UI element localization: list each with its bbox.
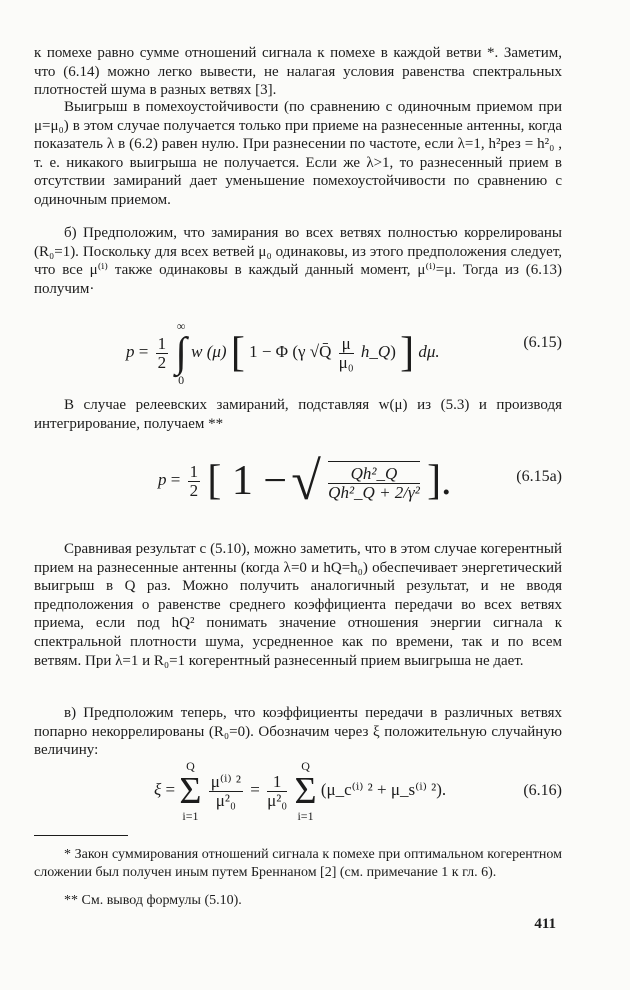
- eq-bracket-open: [: [230, 330, 245, 376]
- eq-one-minus: [ 1 −: [207, 458, 288, 504]
- eq-half-den: 2: [189, 480, 199, 500]
- integral-upper: ∞: [176, 319, 186, 333]
- sum2-lower: i=1: [297, 809, 314, 823]
- paragraph-correlated: б) Предположим, что замирания во всех ветвях полностью коррелированы (R₀=1). Поскольку для всех ветвей μ₀ одинаковы, из этого предположения следует, что все μ⁽ⁱ⁾ также одинаковы в каждый данный момент, μ⁽ⁱ⁾=μ. Тогда из (6.13) получим·: [34, 225, 562, 297]
- eq-gamma-root: (γ √Q̄: [292, 341, 332, 361]
- sum-lower: i=1: [182, 809, 199, 823]
- eq-frac-den: μ₀: [338, 352, 354, 372]
- frac1-den: μ²₀: [215, 790, 236, 810]
- frac2-den: μ²₀: [267, 790, 288, 810]
- eq-half-num: 1: [189, 461, 199, 481]
- paragraph-compare: Сравнивая результат с (5.10), можно заметить, что в этом случае когерентный прием на разнесенные антенны (когда λ=0 и hQ=h₀) обеспечивает энергетический выигрыш в Q раз. Можно получить аналогичный результат, и не вводя предположения о равенстве среднего коэффициента передачи во всех ветвях приема, если под hQ² понимать значение отношения энергии сигнала к спектральной плотности шума, усредненное как по времени, так и по всем ветвям. При λ=1 и R₀=1 когерентный разнесенный прием выигрыша не дает.: [34, 541, 562, 669]
- eq-dmu: dμ.: [418, 341, 440, 361]
- eq-lhs: p: [158, 469, 167, 489]
- paragraph-gain: Выигрыш в помехоустойчивости (по сравнению с одиночным приемом при μ=μ₀) в этом случае получается только при приеме на разнесенные антенны, когда показатель λ в (6.2) равен нулю. При разнесении по частоте, если λ=1, h²рез = h²₀ , т. е. никакого выигрыша не получается. Если же λ>1, то разнесенный прием в отсутствии замираний дает уменьшение помехоустойчивости по сравнению с одиночным приемом.: [34, 99, 562, 208]
- paragraph-continuation: к помехе равно сумме отношений сигнала к помехе в каждой ветви *. Заметим, что (6.14) можно легко вывести, не налагая условия равенства спектральных плотностей шума в разных ветвях [3].: [34, 45, 562, 99]
- eq-lhs: p: [126, 341, 135, 361]
- eq-close: ): [390, 341, 396, 361]
- equation-number: (6.16): [523, 782, 562, 799]
- eq-frac-num: μ: [339, 335, 354, 354]
- paragraph-rayleigh: В случае релеевских замираний, подставляя w(μ) из (5.3) и производя интегрирование, получаем **: [34, 397, 562, 432]
- root-num: Qh²_Q: [328, 465, 420, 484]
- integral-lower: 0: [178, 373, 185, 387]
- eq-lhs: ξ: [154, 779, 162, 799]
- footnote-1: * Закон суммирования отношений сигнала к помехе при оптимальном когерентном сложении был получен иным путем Бреннаном [2] (см. примечание 1 к гл. 6).: [34, 847, 562, 880]
- equation-number: (6.15а): [516, 468, 562, 485]
- eq-close: ].: [427, 458, 452, 504]
- eq-one-minus-phi: 1 − Φ: [249, 341, 289, 361]
- sum-body: (μ_c⁽ⁱ⁾ ² + μ_s⁽ⁱ⁾ ²).: [320, 779, 447, 799]
- eq-half-num: 1: [157, 333, 167, 353]
- sqrt-sign: √: [291, 451, 321, 511]
- frac1-num: μ⁽ⁱ⁾ ²: [210, 771, 241, 791]
- frac2-num: 1: [267, 773, 287, 792]
- equation-6-15: p = $\frac{1}{2}$ ∞ ∫ 0 w (μ) [ 1 − Φ (γ √Q̄ $\frac{\mu}{\text{μ₀}}$ h_Q) ] dμ. (6.15): [126, 319, 562, 387]
- eq-half-den: 2: [157, 352, 167, 372]
- equation-number: (6.15): [523, 334, 562, 351]
- sum2-upper: Q: [301, 759, 310, 773]
- eq-integrand: w (μ): [191, 341, 227, 361]
- eq-bracket-close: ]: [400, 330, 415, 376]
- footnote-rule: [34, 835, 128, 836]
- footnote-2: ** См. вывод формулы (5.10).: [64, 893, 242, 908]
- equation-6-16: ξ = Q Σ i=1 $\frac{\text{μ⁽ⁱ⁾ ²}}{\text{μ²₀}}$ = $\frac{1}{\text{μ²₀}}$ Q Σ i=1 (μ_c⁽ⁱ⁾ ² + μ_s⁽ⁱ⁾ ²). (6.16): [154, 759, 562, 823]
- eq-hq: h_Q: [360, 341, 391, 361]
- equation-6-15a: p = $\frac{1}{2}$ [ 1 − √ $\frac{\text{Qh²\_Q}}{\text{Qh²\_Q + 2/γ²}}$ ]. (6.15а): [158, 451, 562, 511]
- sum-upper: Q: [186, 759, 195, 773]
- page-number: 411: [534, 916, 556, 932]
- root-den: Qh²_Q + 2/γ²: [328, 482, 420, 502]
- paragraph-uncorrelated: в) Предположим теперь, что коэффициенты передачи в различных ветвях попарно некоррелированы (R₀=0). Обозначим через ξ положительную случайную величину:: [34, 705, 562, 759]
